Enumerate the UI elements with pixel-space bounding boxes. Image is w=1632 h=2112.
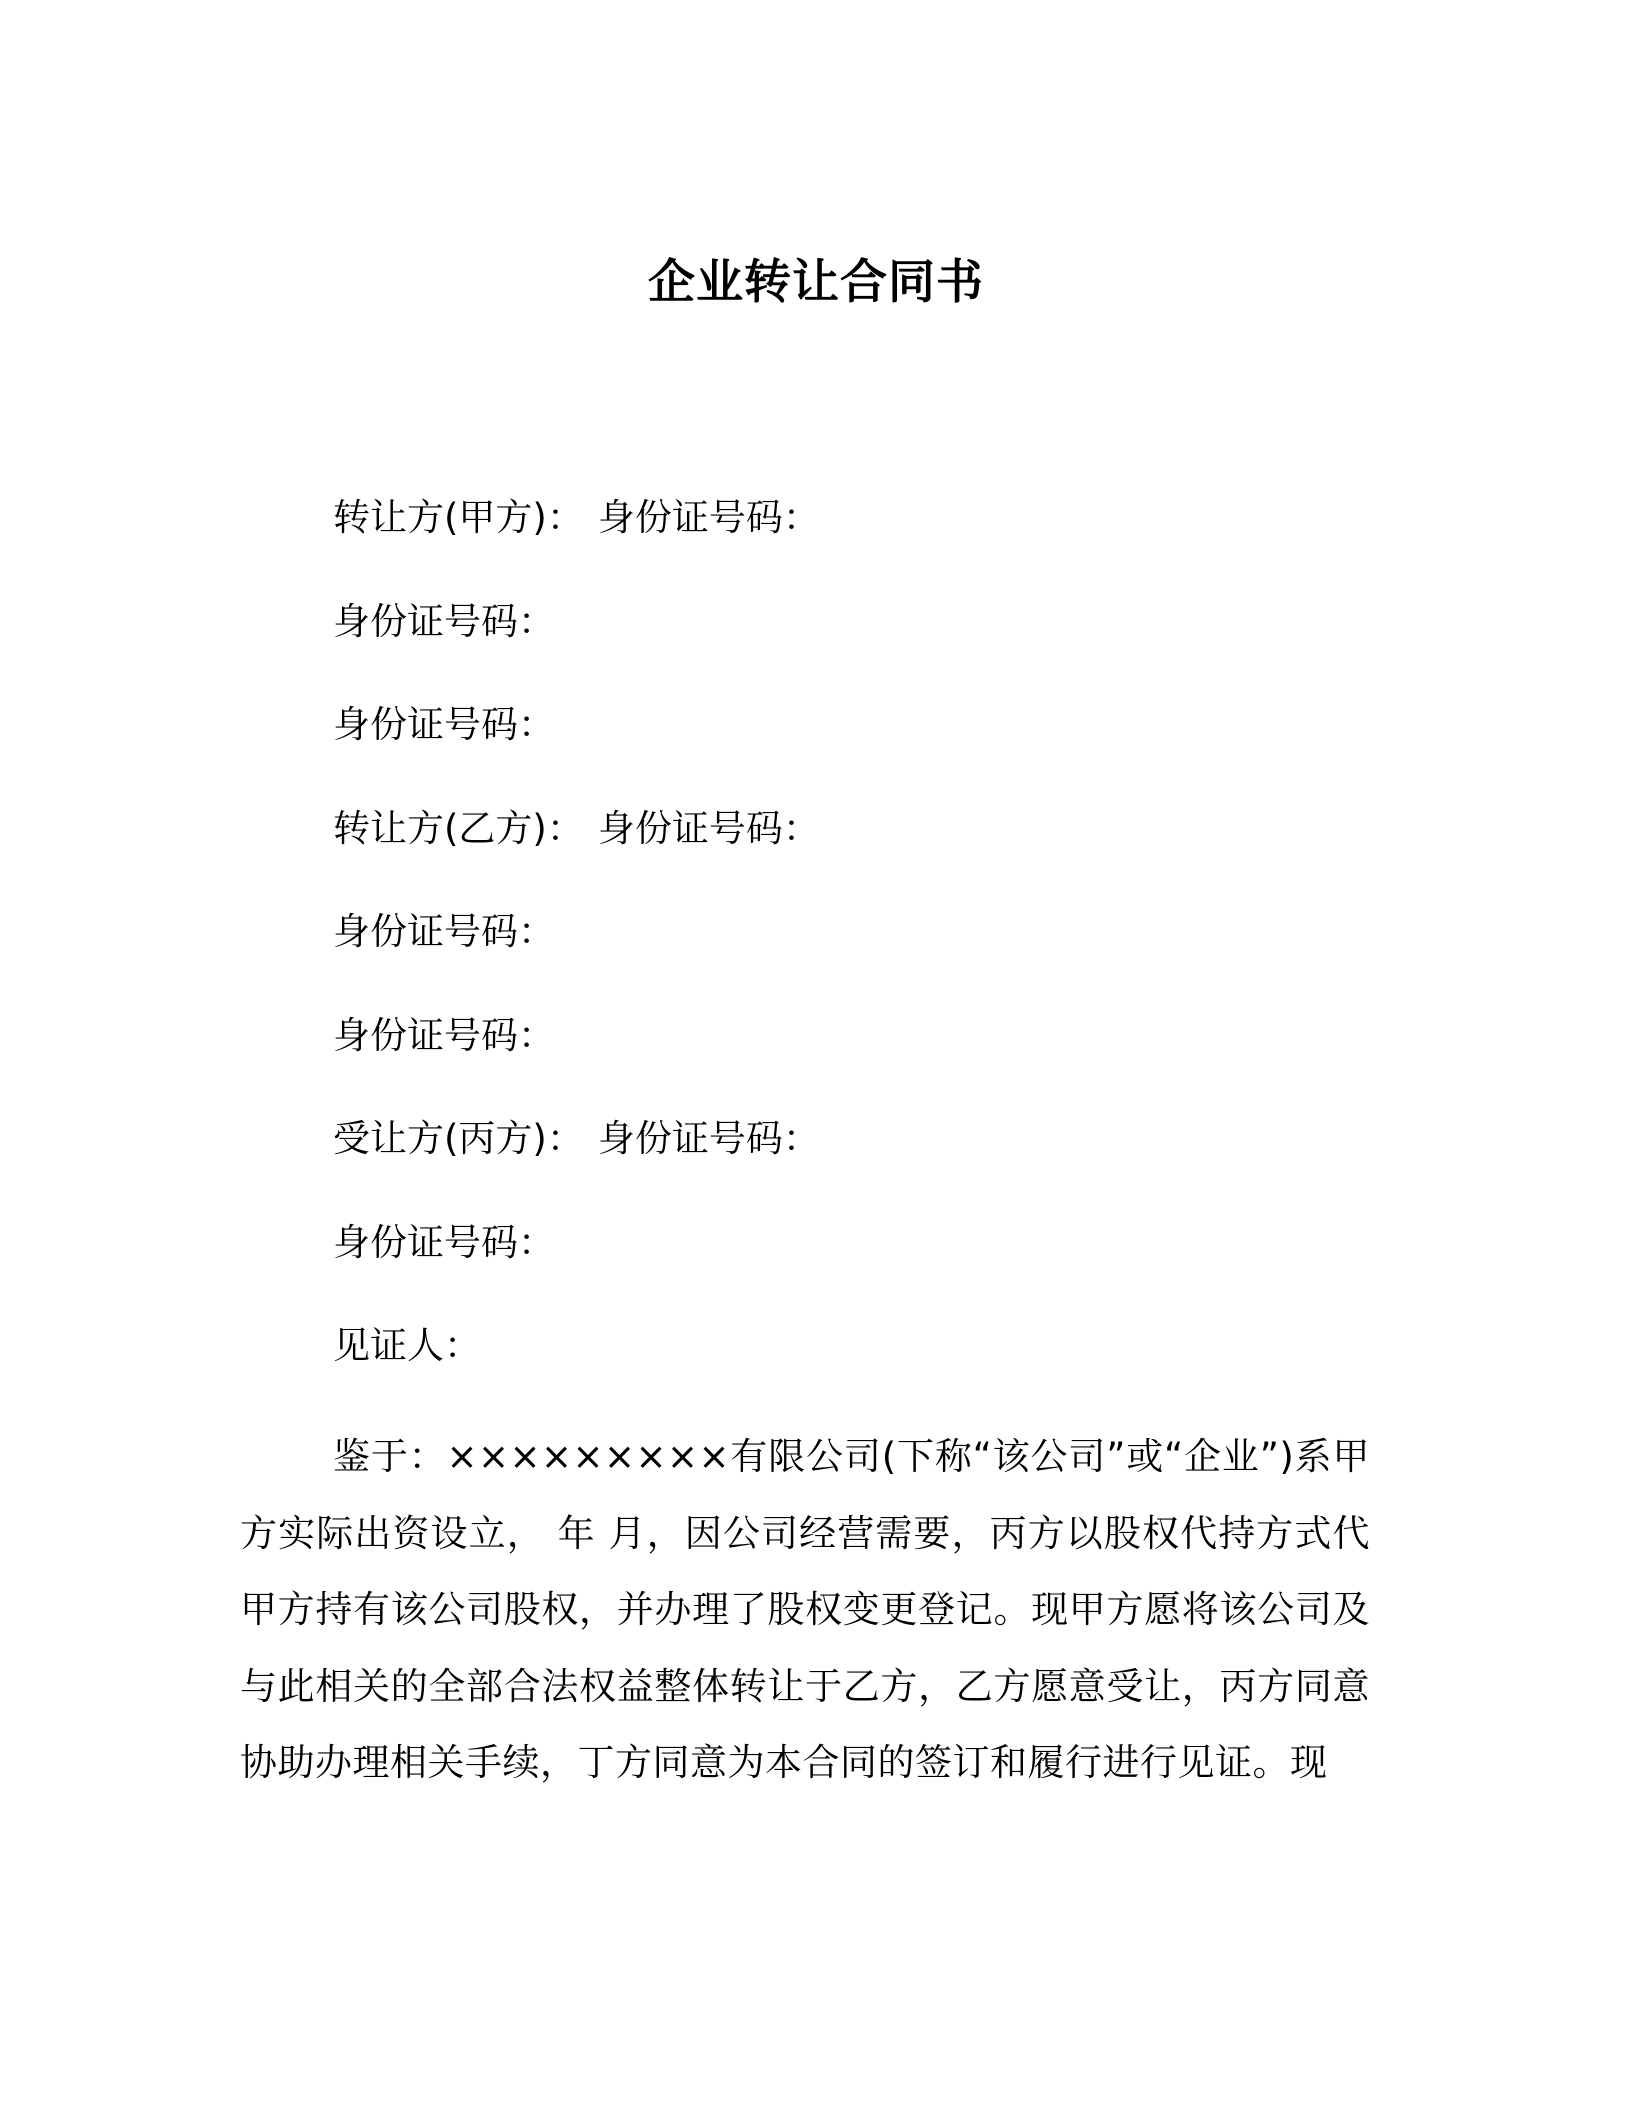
id-number-label: 身份证号码：: [333, 1220, 555, 1264]
id-number-label: 身份证号码：: [333, 599, 555, 643]
party-field-list: [333, 490, 820, 1422]
field-row-witness: [333, 1318, 820, 1422]
field-row-transferor-a: [333, 490, 820, 594]
field-row-id-number: [333, 904, 820, 1008]
id-number-label: 身份证号码：: [597, 1117, 820, 1160]
field-label: 受让方(丙方)：: [333, 1117, 584, 1160]
field-row-id-number: [333, 1008, 820, 1112]
id-number-label: 身份证号码：: [333, 1013, 555, 1057]
document-title: 企业转让合同书: [648, 255, 984, 311]
field-row-id-number: [333, 697, 820, 801]
field-label: 转让方(乙方)：: [333, 806, 584, 850]
field-label: 转让方(甲方)：: [333, 496, 584, 539]
recital-paragraph: 鉴于：×××××××××有限公司(下称“该公司”或“企业”)系甲方实际出资设立， 年 月，因公司经营需要，丙方以股权代持方式代甲方持有该公司股权，并办理了股权变更登记。现甲方愿将该公司及与此相关的全部合法权益整体转让于乙方，乙方愿意受让，丙方同意协助办理相关手续，丁方同意为本合同的签订和履行进行见证。现: [240, 1435, 1370, 1784]
id-number-label: 身份证号码：: [333, 910, 555, 953]
field-row-id-number: [333, 1215, 820, 1319]
id-number-label: 身份证号码：: [333, 703, 555, 746]
witness-label: 见证人：: [333, 1324, 481, 1367]
id-number-label: 身份证号码：: [597, 496, 820, 539]
field-row-transferor-b: [333, 801, 820, 905]
id-number-label: 身份证号码：: [597, 806, 820, 850]
field-row-transferee-c: [333, 1111, 820, 1215]
field-row-id-number: [333, 594, 820, 698]
